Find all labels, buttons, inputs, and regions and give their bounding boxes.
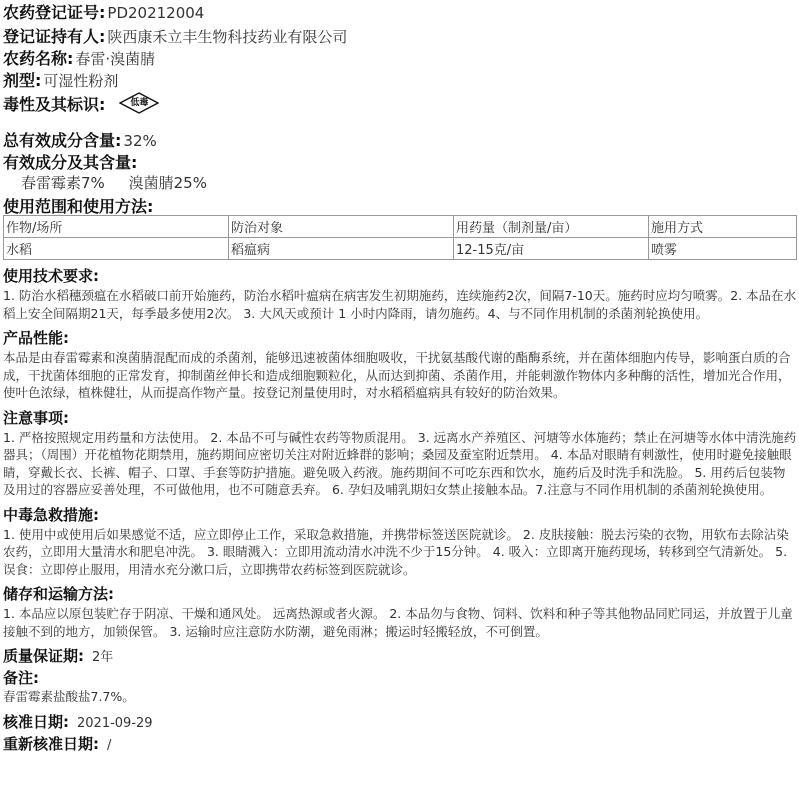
warranty-row xyxy=(3,646,797,668)
table-cell: 水稻 xyxy=(4,238,229,260)
storage-title: 储存和运输方法: xyxy=(3,585,114,603)
table-header-cell: 施用方式 xyxy=(649,216,797,238)
approval-value: 2021-09-29 xyxy=(77,715,153,731)
ingredients-row xyxy=(3,172,797,194)
reg-no-value: PD20212004 xyxy=(107,4,205,22)
total-label: 总有效成分含量: xyxy=(3,131,122,150)
form-label: 剂型: xyxy=(3,71,42,90)
holder-label: 登记证持有人: xyxy=(3,27,106,46)
approval-row xyxy=(3,712,797,734)
ingredients-value: 春雷霉素7% 溴菌腈25% xyxy=(21,174,207,192)
performance-text: 本品是由春雷霉素和溴菌腈混配而成的杀菌剂，能够迅速被菌体细胞吸收，干扰氨基酸代谢的酯酶系统，并在菌体细胞内传导，影响蛋白质的合成，干扰菌体细胞的正常发育，抑制菌丝伸长和造成细胞颗粒化，从而达到抑菌、杀菌作用，并能刺激作物体内多种酶的活性，增加光合作用，使叶色浓绿，植株健壮，从而提高作物产量。按登记剂量使用时，对水稻稻瘟病具有较好的防治效果。 xyxy=(3,350,791,400)
reg-no-row xyxy=(3,0,797,24)
usage-table xyxy=(3,215,797,260)
holder-value: 陕西康禾立丰生物科技药业有限公司 xyxy=(107,28,348,46)
toxicity-badge-text: 低毒 xyxy=(130,98,149,108)
low-toxicity-diamond-icon xyxy=(119,92,159,114)
storage-text: 1. 本品应以原包装贮存于阴凉、干燥和通风处。 远离热源或者火源。 2. 本品勿与食物、饲料、饮料和种子等其他物品同贮同运，并放置于儿童接触不到的地方，加锁保管。 3. 运输时应注意防水防潮，避免雨淋；搬运时轻搬轻放，不可倒置。 xyxy=(3,606,793,639)
remark-title-row xyxy=(3,668,797,688)
performance-title: 产品性能: xyxy=(3,329,69,347)
label-document xyxy=(3,0,797,756)
table-row xyxy=(4,238,797,260)
reapproval-value: / xyxy=(107,737,112,753)
table-cell: 稻瘟病 xyxy=(229,238,454,260)
form-value: 可湿性粉剂 xyxy=(43,72,119,90)
warranty-label: 质量保证期: xyxy=(3,647,84,665)
table-header-cell: 用药量（制剂量/亩） xyxy=(454,216,649,238)
remark-text: 春雷霉素盐酸盐7.7%。 xyxy=(3,689,135,704)
ingredients-title-row xyxy=(3,150,797,172)
warranty-value: 2年 xyxy=(92,650,114,665)
notes-title: 注意事项: xyxy=(3,408,69,427)
usage-title-row xyxy=(3,194,797,214)
usage-table-header xyxy=(4,216,797,238)
table-cell: 12-15克/亩 xyxy=(454,238,649,260)
ingredients-label: 有效成分及其含量: xyxy=(3,153,138,172)
table-cell: 喷雾 xyxy=(649,238,797,260)
table-header-cell: 作物/场所 xyxy=(4,216,229,238)
remark-label: 备注: xyxy=(3,669,39,687)
form-row xyxy=(3,68,797,90)
reapproval-label: 重新核准日期: xyxy=(3,734,99,753)
tech-title: 使用技术要求: xyxy=(3,267,99,285)
total-value: 32% xyxy=(123,132,157,150)
toxicity-label: 毒性及其标识: xyxy=(3,94,106,114)
firstaid-title: 中毒急救措施: xyxy=(3,505,99,524)
tech-text: 1. 防治水稻穗颈瘟在水稻破口前开始施药，防治水稻叶瘟病在病害发生初期施药，连续施药2次，间隔7-10天。施药时应均匀喷雾。2. 本品在水稻上安全间隔期21天，每季最多使用2次。 3. 大风天或预计 1 小时内降雨，请勿施药。4、与不同作用机制的杀菌剂轮换使用。 xyxy=(3,288,797,321)
total-row xyxy=(3,128,797,150)
reg-no-label: 农药登记证号: xyxy=(3,3,106,22)
name-label: 农药名称: xyxy=(3,49,74,68)
table-header-cell: 防治对象 xyxy=(229,216,454,238)
notes-text: 1. 严格按照规定用药量和方法使用。 2. 本品不可与碱性农药等物质混用。 3. 远离水产养殖区、河塘等水体施药；禁止在河塘等水体中清洗施药器具；（周围）开花植物花期禁用，施药期间应密切关注对附近蜂群的影响；桑园及蚕室附近禁用。 4. 本品对眼睛有刺激性，使用时避免接触眼睛，穿戴长衣、长裤、帽子、口罩、手套等防护措施。避免吸入药液。施药期间不可吃东西和饮水，施药后及时洗手和洗脸。 5. 用药后包装物及用过的容器应妥善处理，不可做他用，也不可随意丢弃。 6. 孕妇及哺乳期妇女禁止接触本品。7.注意与不同作用机制的杀菌剂轮换使用。 xyxy=(3,429,797,497)
usage-label: 使用范围和使用方法: xyxy=(3,197,154,216)
holder-row xyxy=(3,24,797,46)
name-row xyxy=(3,46,797,68)
approval-label: 核准日期: xyxy=(3,712,69,731)
name-value: 春雷·溴菌腈 xyxy=(75,50,156,68)
firstaid-text: 1. 使用中或使用后如果感觉不适，应立即停止工作，采取急救措施，并携带标签送医院就诊。 2. 皮肤接触：脱去污染的衣物，用软布去除沾染农药，立即用大量清水和肥皂冲洗。 3. 眼睛溅入：立即用流动清水冲洗不少于15分钟。 4. 吸入：立即离开施药现场，转移到空气清新处。 5. 误食：立即停止服用，用清水充分漱口后，立即携带农药标签到医院就诊。 xyxy=(3,526,789,577)
reapproval-row xyxy=(3,734,797,756)
toxicity-row xyxy=(3,90,797,116)
